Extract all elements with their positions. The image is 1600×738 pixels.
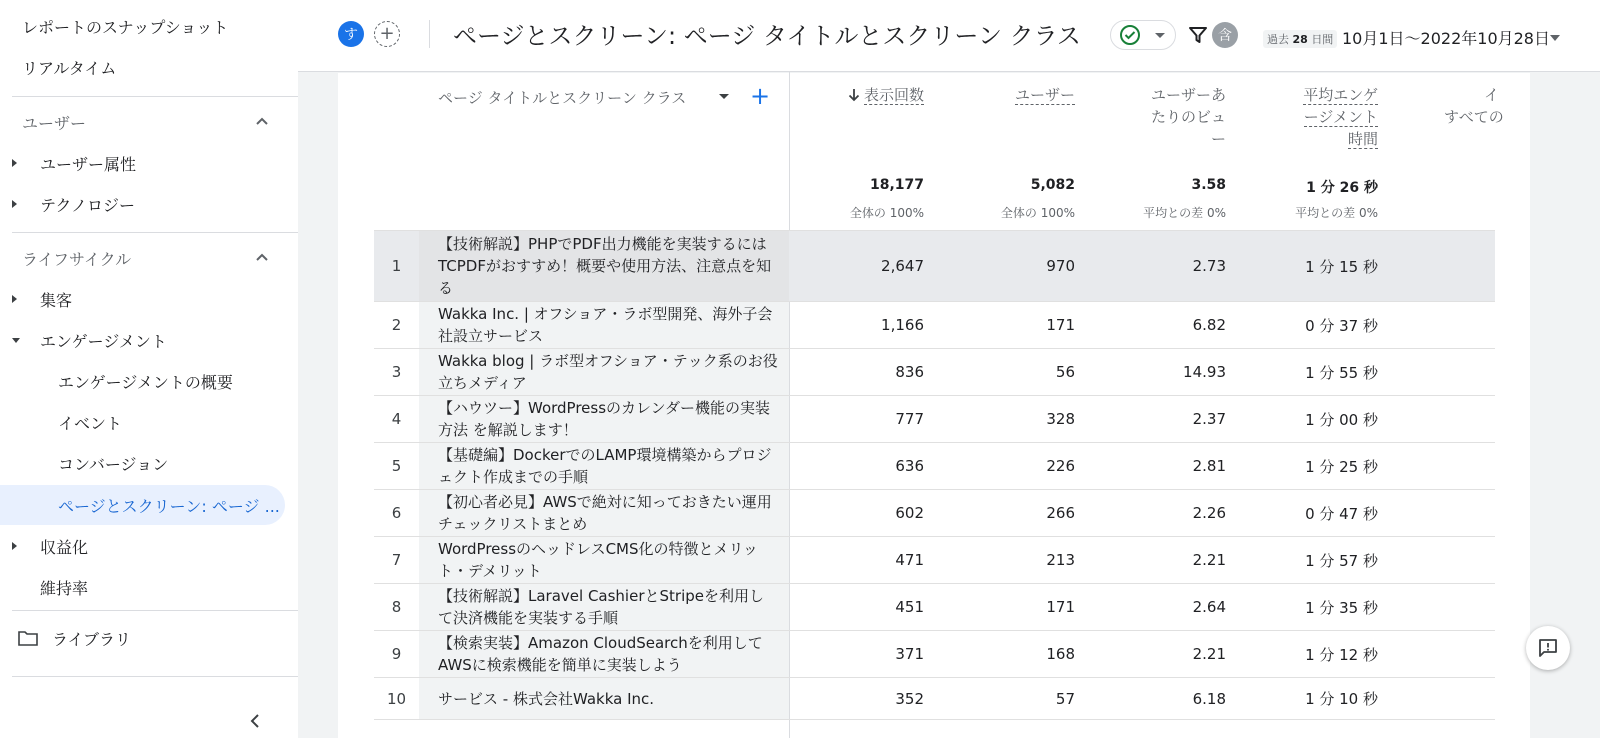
sidebar-item-label: イベント xyxy=(58,413,123,433)
views-cell: 777 xyxy=(895,410,924,428)
total-users-share: 全体の 100% xyxy=(1000,206,1075,220)
total-views-per-user-diff: 平均との差 0% xyxy=(1143,206,1226,220)
avg-engagement-cell: 1 分 57 秒 xyxy=(1305,551,1378,570)
page-title: ページとスクリーン: ページ タイトルとスクリーン クラス xyxy=(453,22,1081,50)
sidebar-item-label: ユーザー属性 xyxy=(40,154,137,174)
table-row[interactable] xyxy=(374,348,1495,395)
views-per-user-cell: 2.64 xyxy=(1192,598,1226,616)
views-cell: 602 xyxy=(895,504,924,522)
page-title-cell: 【検索実装】Amazon CloudSearchを利用してAWSに検索機能を簡単に実装しよう xyxy=(438,634,763,674)
column-header-label: ージメント xyxy=(1303,108,1378,126)
sidebar-item-realtime[interactable] xyxy=(0,47,285,87)
sidebar-item-technology[interactable] xyxy=(0,184,285,224)
column-header-views-per-user[interactable] xyxy=(1100,84,1226,150)
table-row[interactable] xyxy=(374,489,1495,536)
sidebar-item-retention[interactable] xyxy=(0,567,285,607)
row-index: 1 xyxy=(391,257,402,275)
avg-engagement-cell: 1 分 15 秒 xyxy=(1305,257,1378,276)
users-cell: 57 xyxy=(1055,689,1075,708)
row-index: 2 xyxy=(391,316,402,334)
column-header-label: 時間 xyxy=(1347,130,1378,148)
expand-arrow-icon xyxy=(12,542,17,550)
views-per-user-cell: 6.82 xyxy=(1192,316,1226,334)
add-comparison-button[interactable]: + xyxy=(374,21,400,47)
sidebar-section-user[interactable] xyxy=(0,104,285,140)
views-cell: 636 xyxy=(895,457,924,475)
sidebar-item-label: テクノロジー xyxy=(40,195,136,215)
collapse-arrow-icon xyxy=(12,338,20,343)
check-circle-icon xyxy=(1119,24,1141,46)
total-avg-engagement: 1 分 26 秒 xyxy=(1306,180,1378,196)
compare-icon[interactable]: 含 xyxy=(1212,22,1238,48)
users-cell: 56 xyxy=(1055,363,1075,381)
column-header-label: 表示回数 xyxy=(863,86,924,104)
sidebar-item-user-attributes[interactable] xyxy=(0,143,285,183)
sidebar-item-snapshot[interactable] xyxy=(0,6,285,46)
sidebar-item-label: 収益化 xyxy=(40,537,89,557)
sidebar-item-label: エンゲージメントの概要 xyxy=(58,372,233,392)
views-per-user-cell: 6.18 xyxy=(1192,689,1226,708)
column-header-truncated[interactable] xyxy=(1420,84,1504,128)
users-cell: 226 xyxy=(1046,457,1075,475)
row-index: 5 xyxy=(391,457,402,475)
views-per-user-cell: 2.26 xyxy=(1192,504,1226,522)
expand-arrow-icon xyxy=(12,200,17,208)
sidebar-item-monetization[interactable] xyxy=(0,526,285,566)
collapse-sidebar-button[interactable] xyxy=(240,706,270,736)
total-views-per-user: 3.58 xyxy=(1191,177,1226,193)
column-header-views[interactable] xyxy=(800,84,924,106)
chevron-up-icon xyxy=(253,113,271,131)
row-index: 7 xyxy=(391,551,402,569)
column-header-label: イ xyxy=(1484,86,1500,104)
views-cell: 836 xyxy=(895,363,924,381)
sidebar-item-label: ページとスクリーン: ページ ... xyxy=(58,496,280,516)
column-header-label: たりのビュ xyxy=(1150,108,1226,126)
table-row[interactable] xyxy=(374,395,1495,442)
filter-icon[interactable] xyxy=(1188,25,1208,45)
page-title-cell: 【初心者必見】AWSで絶対に知っておきたい運用チェックリストまとめ xyxy=(438,493,772,533)
views-cell: 352 xyxy=(895,689,924,708)
page-title-cell: Wakka blog | ラボ型オフショア・テック系のお役立ちメディア xyxy=(438,352,778,392)
avg-engagement-cell: 1 分 25 秒 xyxy=(1305,457,1378,476)
sidebar-section-label: ライフサイクル xyxy=(22,249,132,269)
table-row[interactable] xyxy=(374,230,1495,301)
total-views: 18,177 xyxy=(869,177,924,193)
users-cell: 168 xyxy=(1046,645,1075,663)
chevron-down-icon xyxy=(1155,33,1165,38)
sidebar-item-label: 集客 xyxy=(40,290,73,310)
data-quality-status-button[interactable] xyxy=(1110,20,1176,50)
date-range-selector[interactable]: 10月1日～2022年10月28日 xyxy=(1342,29,1550,48)
arrow-down-icon xyxy=(848,88,860,102)
date-days: 28 xyxy=(1292,33,1308,46)
column-header-label: ユーザー xyxy=(1014,86,1075,104)
column-header-users[interactable] xyxy=(955,84,1075,106)
sidebar-item-library[interactable] xyxy=(0,618,285,658)
feedback-icon xyxy=(1537,637,1559,659)
page-title-cell: 【技術解説】Laravel CashierとStripeを利用して決済機能を実装する手順 xyxy=(438,587,764,627)
sidebar-item-label: エンゲージメント xyxy=(40,331,167,351)
views-per-user-cell: 2.37 xyxy=(1192,410,1226,428)
table-row[interactable] xyxy=(374,583,1495,630)
report-header xyxy=(298,0,1600,72)
feedback-button[interactable] xyxy=(1526,626,1570,670)
date-suffix: 日間 xyxy=(1311,33,1334,46)
views-cell: 471 xyxy=(895,551,924,569)
column-header-label: すべての xyxy=(1444,108,1504,126)
users-cell: 213 xyxy=(1046,551,1075,569)
avg-engagement-cell: 0 分 47 秒 xyxy=(1305,504,1378,523)
row-index: 9 xyxy=(391,645,402,663)
table-row[interactable] xyxy=(374,677,1495,720)
users-cell: 328 xyxy=(1046,410,1075,428)
expand-arrow-icon xyxy=(12,159,17,167)
column-header-avg-engagement[interactable] xyxy=(1252,84,1378,150)
views-cell: 371 xyxy=(895,645,924,663)
chevron-down-icon[interactable] xyxy=(1550,35,1560,41)
views-per-user-cell: 2.81 xyxy=(1192,457,1226,475)
sidebar-item-engagement-overview[interactable] xyxy=(0,361,285,401)
row-index: 8 xyxy=(391,598,402,616)
page-title-cell: 【基礎編】DockerでのLAMP環境構築からプロジェクト作成までの手順 xyxy=(438,446,772,486)
row-index: 6 xyxy=(391,504,402,522)
page-title-cell: 【ハウツー】WordPressのカレンダー機能の実装方法 を解説します！ xyxy=(438,399,771,439)
row-index: 4 xyxy=(391,410,402,428)
sidebar-section-lifecycle[interactable] xyxy=(0,240,285,276)
sidebar-item-pages-screens[interactable] xyxy=(0,485,285,525)
avg-engagement-cell: 0 分 37 秒 xyxy=(1305,316,1378,335)
column-header-label: 平均エンゲ xyxy=(1303,86,1378,104)
sidebar-section-label: ユーザー xyxy=(22,113,87,133)
total-avg-engagement-diff: 平均との差 0% xyxy=(1295,206,1378,220)
chevron-left-icon xyxy=(248,712,262,730)
sidebar xyxy=(0,0,298,738)
date-preset-label xyxy=(1263,30,1337,48)
sidebar-divider xyxy=(12,96,298,97)
avg-engagement-cell: 1 分 10 秒 xyxy=(1305,690,1378,708)
sidebar-item-events[interactable] xyxy=(0,402,285,442)
table-row[interactable] xyxy=(374,442,1495,489)
sidebar-item-label: コンバージョン xyxy=(58,454,169,474)
dimension-column-header[interactable]: ページ タイトルとスクリーン クラス xyxy=(438,89,687,107)
table-row[interactable] xyxy=(374,301,1495,348)
views-per-user-cell: 2.21 xyxy=(1192,645,1226,663)
sidebar-item-conversions[interactable] xyxy=(0,443,285,483)
views-cell: 1,166 xyxy=(881,316,924,334)
users-cell: 171 xyxy=(1046,598,1075,616)
avg-engagement-cell: 1 分 12 秒 xyxy=(1305,645,1378,664)
views-per-user-cell: 14.93 xyxy=(1183,363,1226,381)
views-cell: 2,647 xyxy=(881,257,924,275)
users-cell: 266 xyxy=(1046,504,1075,522)
sidebar-item-acquisition[interactable] xyxy=(0,279,285,319)
folder-icon xyxy=(18,630,38,646)
users-cell: 970 xyxy=(1046,257,1075,275)
users-cell: 171 xyxy=(1046,316,1075,334)
comparison-avatar[interactable]: す xyxy=(338,21,364,47)
column-header-label: ー xyxy=(1210,130,1226,148)
total-users: 5,082 xyxy=(1030,177,1075,193)
sidebar-item-label: ライブラリ xyxy=(52,629,132,649)
avg-engagement-cell: 1 分 55 秒 xyxy=(1305,363,1378,382)
table-row[interactable] xyxy=(374,536,1495,583)
page-title-cell: WordPressのヘッドレスCMS化の特徴とメリット・デメリット xyxy=(438,540,758,580)
views-per-user-cell: 2.21 xyxy=(1192,551,1226,569)
avg-engagement-cell: 1 分 00 秒 xyxy=(1305,410,1378,429)
table-row[interactable] xyxy=(374,630,1495,677)
page-title-cell: Wakka Inc. | オフショア・ラボ型開発、海外子会社設立サービス xyxy=(438,305,773,345)
column-header-label: ユーザーあ xyxy=(1150,86,1226,104)
page-title-cell: 【技術解説】PHPでPDF出力機能を実装するにはTCPDFがおすすめ！概要や使用方法、注意点を知る xyxy=(438,235,772,297)
row-index: 3 xyxy=(391,363,402,381)
add-dimension-button[interactable]: + xyxy=(750,82,771,110)
total-views-share: 全体の 100% xyxy=(849,206,924,220)
page-title-cell: サービス - 株式会社Wakka Inc. xyxy=(438,689,655,708)
views-per-user-cell: 2.73 xyxy=(1192,257,1226,275)
row-index: 10 xyxy=(386,689,407,708)
expand-arrow-icon xyxy=(12,295,17,303)
chevron-down-icon[interactable] xyxy=(719,94,729,99)
sidebar-item-engagement[interactable] xyxy=(0,320,285,360)
date-prefix: 過去 xyxy=(1267,33,1289,46)
chevron-up-icon xyxy=(253,249,271,267)
sidebar-divider xyxy=(12,676,298,677)
avg-engagement-cell: 1 分 35 秒 xyxy=(1305,598,1378,617)
sidebar-item-label: レポートのスナップショット xyxy=(22,17,229,37)
sidebar-divider xyxy=(12,610,298,611)
sidebar-item-label: リアルタイム xyxy=(22,58,117,78)
views-cell: 451 xyxy=(895,598,924,616)
sidebar-item-label: 維持率 xyxy=(40,578,89,598)
header-divider xyxy=(429,20,430,48)
sidebar-divider xyxy=(12,232,298,233)
